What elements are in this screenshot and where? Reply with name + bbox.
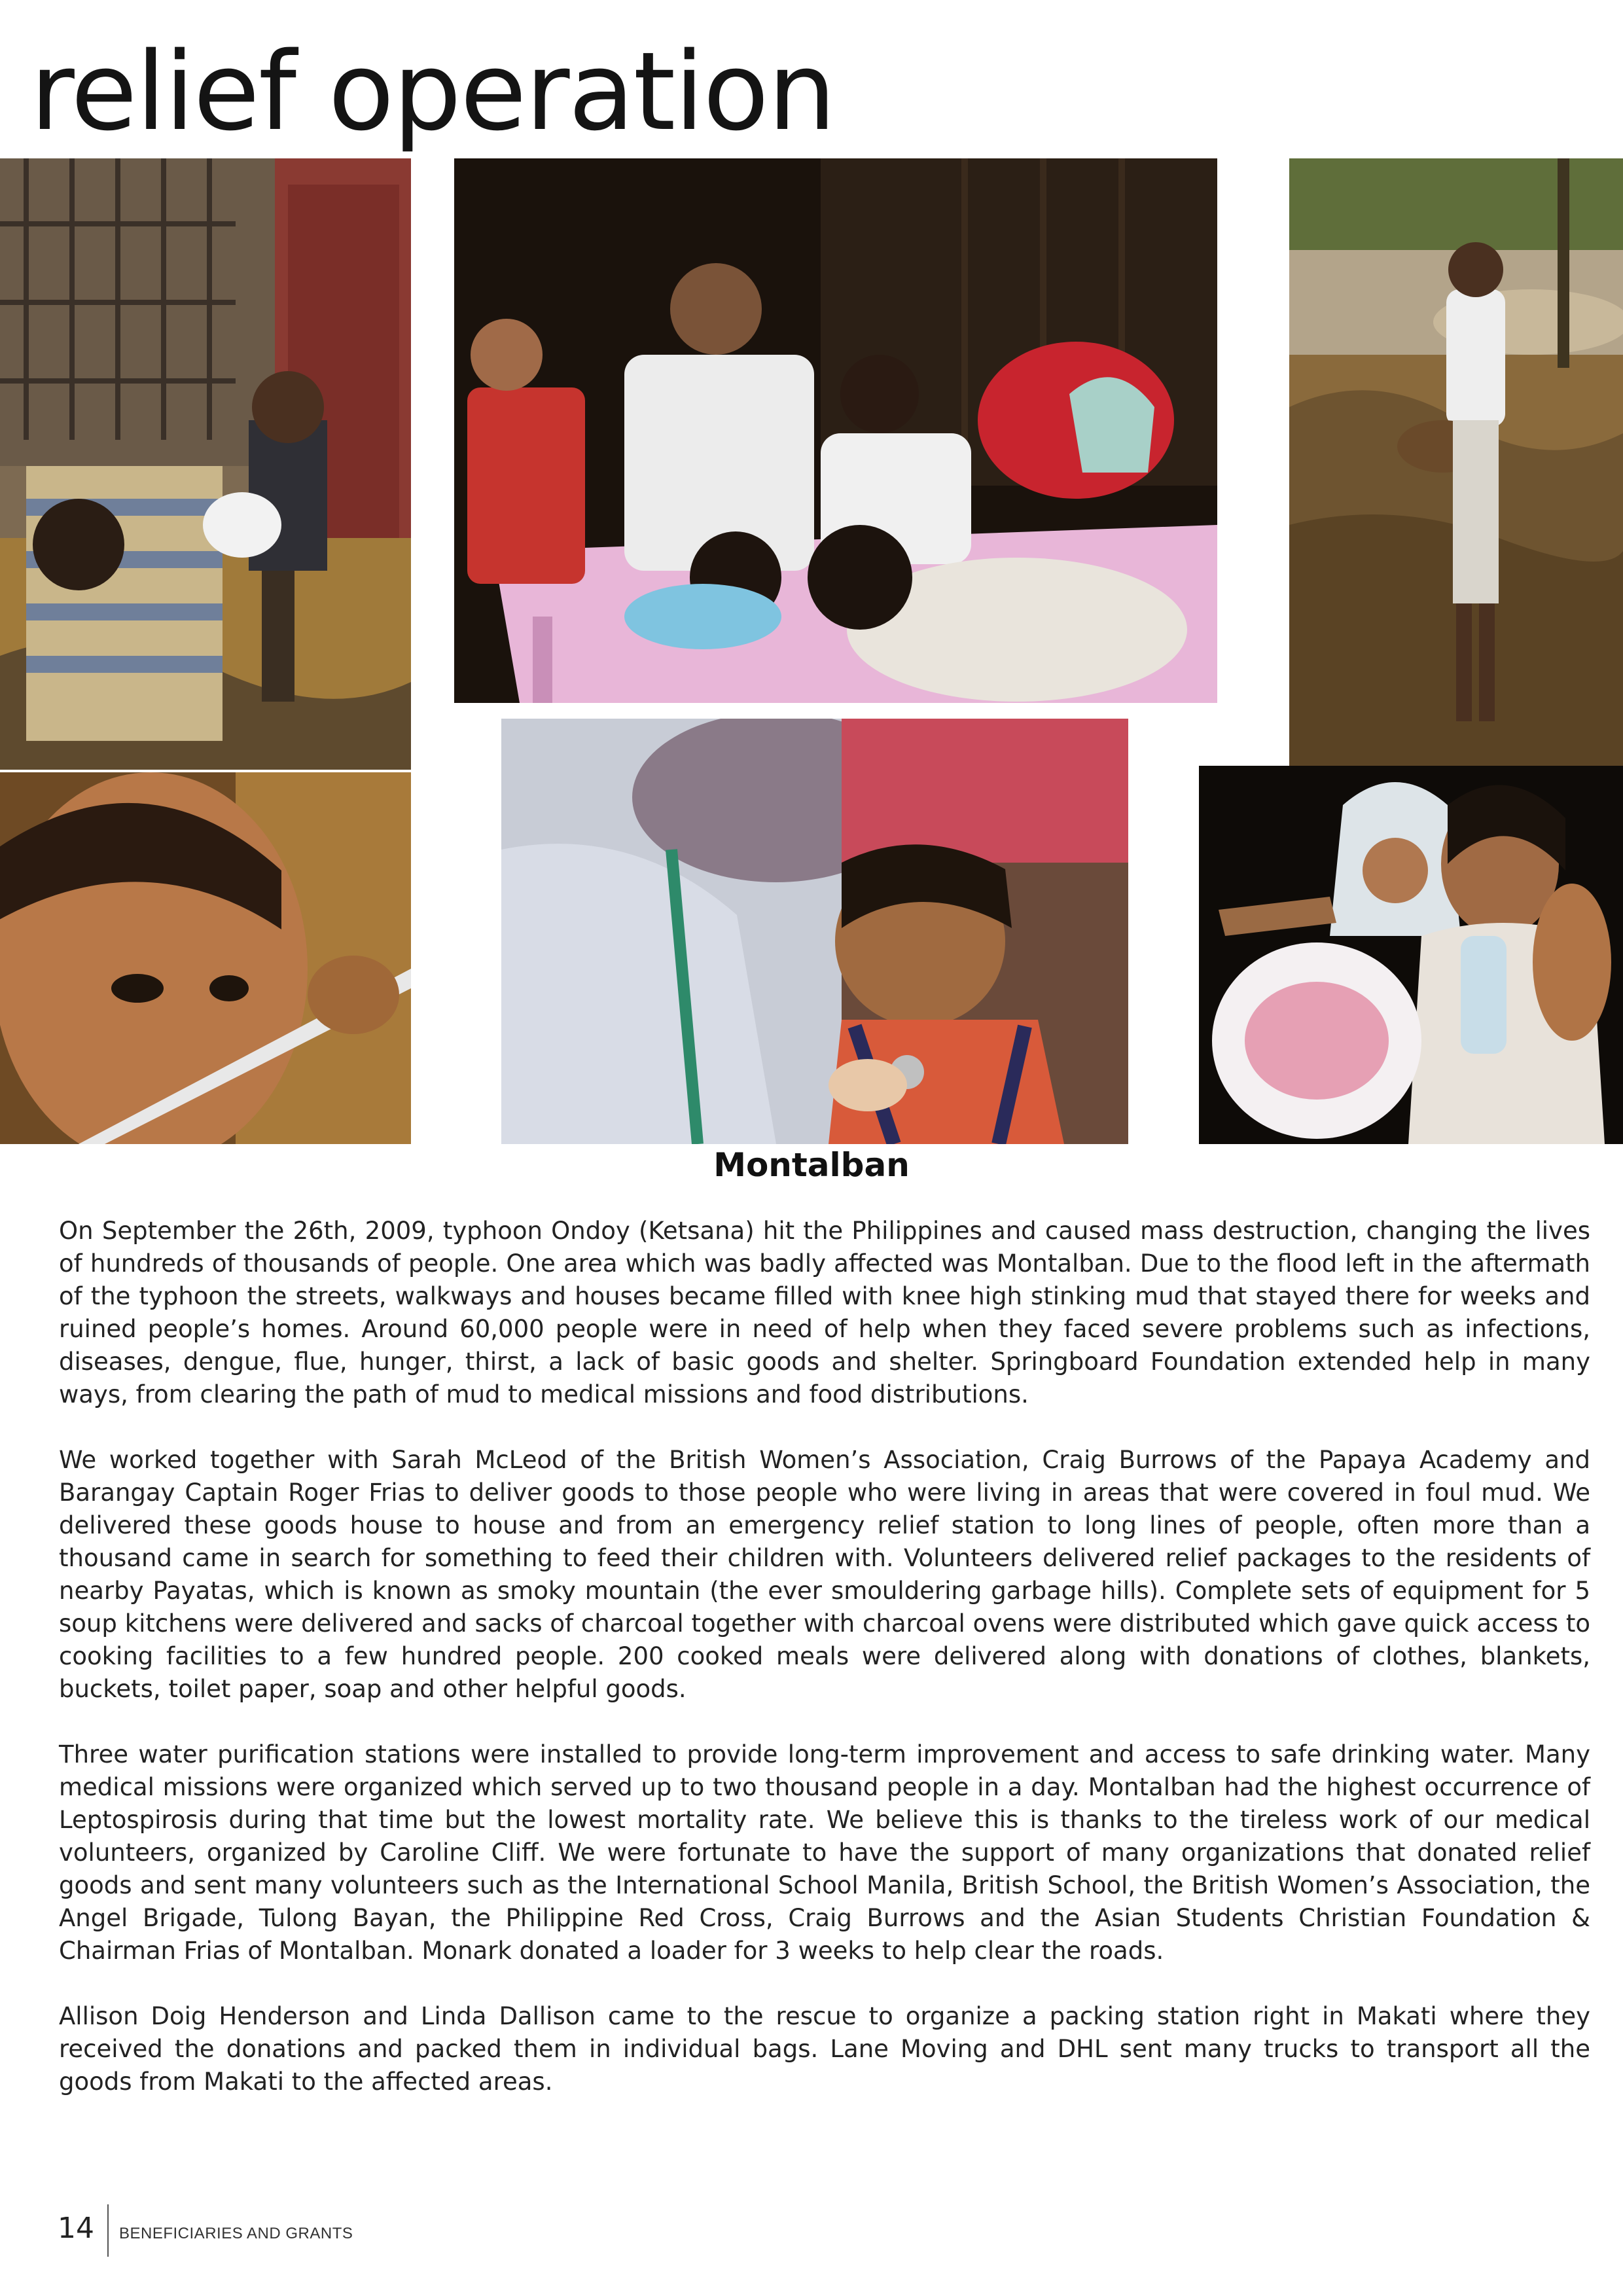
photo-child-portrait [0,772,411,1144]
photo-boy-in-mud [1289,158,1623,770]
page-number: 14 [58,2212,94,2245]
paragraph-1: On September the 26th, 2009, typhoon Ondoy (Ketsana) hit the Philippines and caused mass destruction, changing the lives of hundreds of thousands of people. One area which was badly affected was Montalban. Due to the flood left in the aftermath of the typhoon the streets, walkways and houses became filled with knee high stinking mud that stayed there for weeks and ruined people’s homes. Around 60,000 people were in need of help when they faced severe problems such as infections, diseases, dengue, flue, hunger, thirst, a lack of basic goods and shelter. Springboard Foundation extended help in many ways, from clearing the path of mud to medical missions and food distributions. [59,1217,1590,1408]
photo-medical-checkup [501,719,1128,1144]
paragraph-2: We worked together with Sarah McLeod of the British Women’s Association, Craig Burrows of the Papaya Academy and Barangay Captain Roger Frias to deliver goods to those people who were living in areas that were covered in foul mud. We delivered these goods house to house and from an emergency relief station to long lines of people, often more than a thousand came in search for something to feed their children with. Volunteers delivered relief packages to the residents of nearby Payatas, which is known as smoky mountain (the ever smouldering garbage hills). Complete sets of equipment for 5 soup kitchens were delivered and sacks of charcoal together with charcoal ovens were distributed which gave quick access to cooking facilities to a few hundred people. 200 cooked meals were delivered along with donations of clothes, blankets, buckets, toilet paper, soap and other helpful goods. [59,1446,1590,1703]
section-subtitle: Montalban [713,1146,910,1184]
photo-children-resting [454,158,1217,703]
footer-section-label: BENEFICIARIES AND GRANTS [119,2225,353,2242]
paragraph-3: Three water purification stations were installed to provide long-term improvement and access to safe drinking water. Many medical missions were organized which served up to two thousand people in a day. Montalban had the highest occurrence of Leptospirosis during that time but the lowest mortality rate. We believe this is thanks to the tireless work of our medical volunteers, organized by Caroline Cliff. We were fortunate to have the support of many organizations that donated relief goods and sent many volunteers such as the International School Manila, British School, the British Women’s Association, the Angel Brigade, Tulong Bayan, the Philippine Red Cross, Craig Burrows and the Asian Students Christian Foundation & Chairman Frias of Montalban. Monark donated a loader for 3 weeks to help clear the roads. [59,1740,1590,1965]
photo-night-distribution [1199,766,1623,1144]
paragraph-4: Allison Doig Henderson and Linda Dallison came to the rescue to organize a packing station right in Makati where they received the donations and packed them in individual bags. Lane Moving and DHL sent many trucks to transport all the goods from Makati to the affected areas. [59,2002,1590,2096]
footer-divider [107,2204,109,2257]
page-title: relief operation [30,29,835,154]
photo-relief-handover [0,158,411,770]
article-body [59,1215,1590,2131]
